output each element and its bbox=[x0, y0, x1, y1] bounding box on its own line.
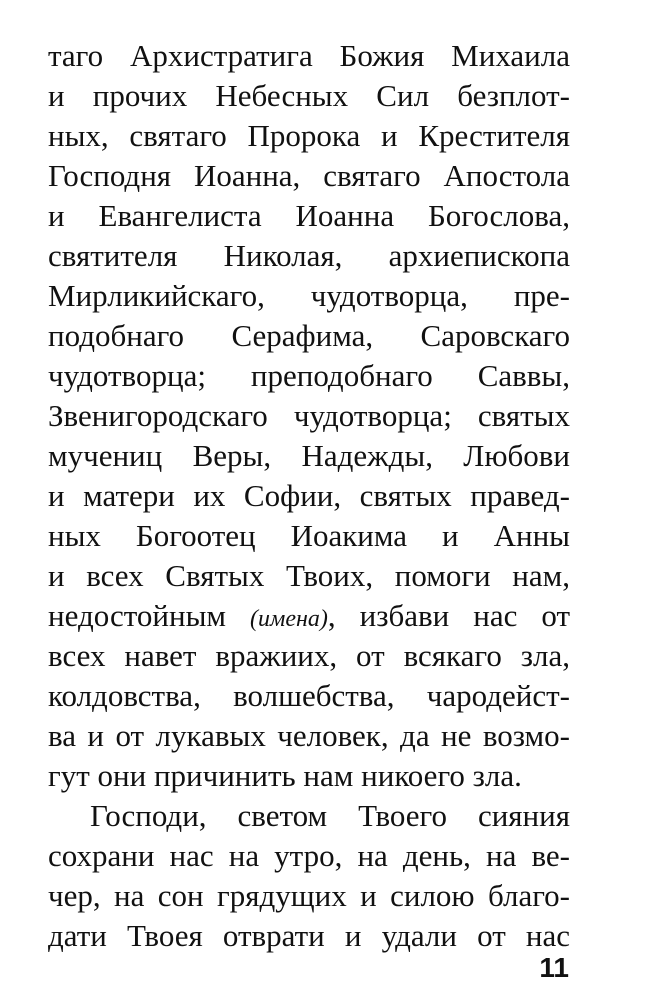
prayer-text bbox=[48, 36, 570, 956]
text-line: ных, святаго Пророка и Крестителя bbox=[48, 118, 570, 153]
text-line: мучениц Веры, Надежды, Любови bbox=[48, 438, 570, 473]
names-placeholder-note: (имена) bbox=[250, 606, 328, 632]
text-fragment: , избави нас от bbox=[327, 598, 570, 633]
paragraph-first-line: Господи, светом Твоего сияния bbox=[90, 798, 570, 833]
text-line: сохрани нас на утро, на день, на ве- bbox=[48, 838, 570, 873]
text-line-with-note bbox=[48, 596, 570, 636]
text-line: и прочих Небесных Сил безплот- bbox=[48, 78, 570, 113]
text-line: Господня Иоанна, святаго Апостола bbox=[48, 158, 570, 193]
text-line: гут они причинить нам никоего зла. bbox=[48, 758, 522, 793]
text-line: Звенигородскаго чудотворца; святых bbox=[48, 398, 570, 433]
text-line: и Евангелиста Иоанна Богослова, bbox=[48, 198, 570, 233]
text-line: колдовства, волшебства, чародейст- bbox=[48, 678, 570, 713]
text-line: Мирликийскаго, чудотворца, пре- bbox=[48, 278, 570, 313]
text-line: таго Архистратига Божия Михаила bbox=[48, 38, 570, 73]
text-line: и матери их Софии, святых правед- bbox=[48, 478, 570, 513]
text-line: дати Твоея отврати и удали от нас bbox=[48, 918, 570, 953]
text-fragment: недостойным bbox=[48, 598, 251, 633]
text-line: всех навет вражиих, от всякаго зла, bbox=[48, 638, 570, 673]
page-number: 11 bbox=[539, 952, 569, 983]
text-line: ва и от лукавых человек, да не возмо- bbox=[48, 718, 570, 753]
text-line: чер, на сон грядущих и силою благо- bbox=[48, 878, 570, 913]
text-line: чудотворца; преподобнаго Саввы, bbox=[48, 358, 570, 393]
text-line: святителя Николая, архиепископа bbox=[48, 238, 570, 273]
text-line: ных Богоотец Иоакима и Анны bbox=[48, 518, 570, 553]
text-line: и всех Святых Твоих, помоги нам, bbox=[48, 558, 570, 593]
text-line: подобнаго Серафима, Саровскаго bbox=[48, 318, 570, 353]
